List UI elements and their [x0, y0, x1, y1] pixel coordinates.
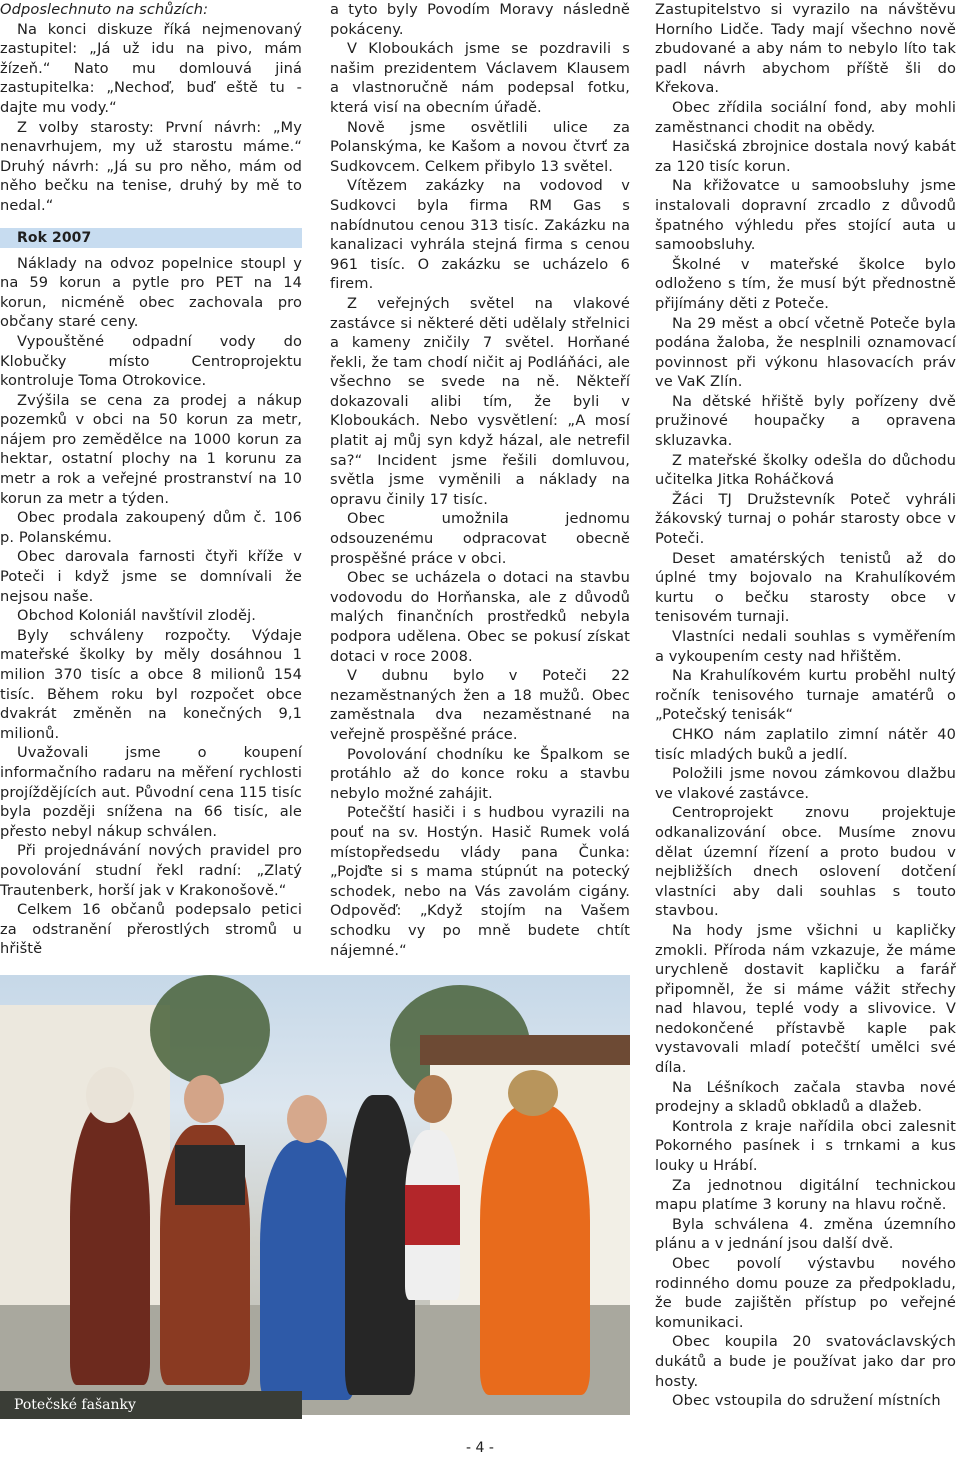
- paragraph: Obec se ucházela o dotaci na stavbu vodovodu do Horňanska, ale z důvodů malých finančních prostředků nebyla podpora udělena. Obec se pokusí získat dotaci v roce 2008.: [330, 569, 630, 665]
- paragraph: Na Léšníkoch začala stavba nové prodejny a skladů obkladů a dlažeb.: [655, 1078, 956, 1116]
- person-blue-uniform: [260, 1140, 355, 1400]
- paragraph: Za jednotnou digitální technickou mapu platíme 3 koruny na hlavu ročně.: [655, 1176, 956, 1214]
- paragraph: V dubnu bylo v Poteči 22 nezaměstnaných žen a 18 mužů. Obec zaměstnala dva nezaměstnané na veřejně prospěšné práce.: [330, 667, 630, 743]
- paragraph: Na 29 měst a obcí včetně Poteče byla podána žaloba, že nesplnili oznamovací povinnost při výkonu hlasovacích práv ve VaK Zlín.: [655, 314, 956, 391]
- lead-title: Odposlechnuto na schůzích:: [0, 1, 209, 18]
- paragraph: Žáci TJ Družstevník Poteč vyhráli žákovský turnaj o pohár starosty obce v Poteči.: [655, 490, 956, 548]
- paragraph: Vlastníci nedali souhlas s vyměřením a vykoupením cesty nad hřištěm.: [655, 628, 956, 665]
- skull-mask: [86, 1067, 134, 1123]
- paragraph: Obec zřídila sociální fond, aby mohli zaměstnanci chodit na obědy.: [655, 98, 956, 136]
- paragraph: Při projednávání nových pravidel pro povolování studní řekl radní: „Zlatý Trautenberk, horší jak v Krakonošově.“: [0, 842, 302, 899]
- column-middle: [330, 0, 630, 960]
- straw-hat: [508, 1070, 558, 1116]
- red-skirt: [405, 1185, 460, 1245]
- paragraph: Obec povolí výstavbu nového rodinného domu pouze za předpokladu, že bude zajištěn přístup po veřejné komunikaci.: [655, 1255, 956, 1331]
- paragraph: Na dětské hřiště byly pořízeny dvě pružinové houpačky a opravena skluzavka.: [655, 392, 956, 450]
- face: [287, 1095, 327, 1143]
- photo-caption: Potečské fašanky: [0, 1391, 302, 1419]
- paragraph: a tyto byly Povodím Moravy následně pokáceny.: [330, 1, 630, 38]
- tree: [150, 975, 270, 1085]
- paragraph: Obec umožnila jednomu odsouzenému odpracovat obecně prospěšné práce v obci.: [330, 510, 630, 567]
- paragraph: Na Krahulíkovém kurtu proběhl nultý ročník tenisového turnaje amatérů o „Potečský tenisák“: [655, 667, 956, 724]
- paragraph: Položili jsme novou zámkovou dlažbu ve vlakové zastávce.: [655, 765, 956, 802]
- paragraph: Byly schváleny rozpočty. Výdaje mateřské školky by měly dosáhnou 1 milion 370 tisíc a obce 8 milionů 154 tisíc. Během roku byl rozpočet obce dvakrát změněn na konečných 9,1 milionů.: [0, 626, 302, 742]
- paragraph: Celkem 16 občanů podepsalo petici za odstranění přerostlých stromů u hřiště: [0, 901, 302, 958]
- paragraph: Deset amatérských tenistů až do úplné tmy bojovalo na Krahulíkovém kurtu o bečku starosty obce v tenisovém turnaji.: [655, 549, 956, 626]
- paragraph: V Kloboukách jsme se pozdravili s našim prezidentem Václavem Klausem a vlastnoručně nám podepsal fotku, která visí na obecním úřadě.: [330, 40, 630, 116]
- accordion: [175, 1145, 245, 1205]
- face: [414, 1075, 452, 1123]
- paragraph: Uvažovali jsme o koupení informačního radaru na měření rychlosti projíždějících aut. Původní cena 115 tisíc byla později snížena na 66 tisíc, ale přesto nebyl nákup schválen.: [0, 744, 302, 840]
- person-orange-vest: [480, 1105, 590, 1395]
- paragraph: Školné v mateřské školce bylo odloženo s tím, že musí být přednostně přijímány děti z Poteče.: [655, 255, 956, 312]
- paragraph: Z mateřské školky odešla do důchodu učitelka Jitka Roháčková: [655, 451, 956, 489]
- paragraph: Centroprojekt znovu projektuje odkanalizování obce. Musíme znovu dělat územní řízení a proto budou v nejbližších dnech oslovení dotčení vlastníci aby dali souhlas s touto stavbou.: [655, 804, 956, 920]
- paragraph: Vítězem zakázky na vodovod v Sudkovci byla firma RM Gas s nabídnutou cenou 313 tisíc. Zakázku na kanalizaci vyhrála stejná firma s cenou 961 tisíc. O zakázku se ucházelo 6 firem.: [330, 177, 630, 293]
- paragraph: Z veřejných světel na vlakové zastávce si některé děti udělaly střelnici a kameny zničily 7 světel. Horňané řekli, že tam chodí ničit aj Podláňáci, ale všechno se svede na ně. Někteří dokazovali alibi tím, že byli v Kloboukách. Nebo vysvětlení: „A mosí platit aj můj syn když házal, ale netrefil sa?“ Incident jsme řešili domluvou, světla jsme vyměnili a náklady na opravu činily 17 tisíc.: [330, 294, 630, 508]
- paragraph: Náklady na odvoz popelnice stoupl y na 59 korun a pytle pro PET na 14 korun, nicméně obec zachovala pro občany staré ceny.: [0, 254, 302, 331]
- paragraph: Z volby starosty: První návrh: „My nenavrhujem, my už starostu máme.“ Druhý návrh: „Já su pro něho, mám od něho bečku na tenise, druhý by mě to nedal.“: [0, 118, 302, 214]
- paragraph: Byla schválena 4. změna územního plánu a v jednání jsou další dvě.: [655, 1215, 956, 1253]
- paragraph: Povolování chodníku ke Špalkom se protáhlo až do konce roku a stavbu nebylo možné zahájit.: [330, 745, 630, 802]
- paragraph: Vypouštěné odpadní vody do Klobučky místo Centroprojektu kontroluje Toma Otrokovice.: [0, 332, 302, 390]
- paragraph: Obec vstoupila do sdružení místních: [672, 1392, 941, 1410]
- paragraph: Hasičská zbrojnice dostala nový kabát za 120 tisíc korun.: [655, 138, 956, 175]
- paragraph: Na křižovatce u samoobsluhy jsme instalovali dopravní zrcadlo z důvodů špatného výhledu přes stojící auta u samoobsluhy.: [655, 177, 956, 254]
- carnival-photo: [0, 975, 630, 1415]
- paragraph: Zastupitelstvo si vyrazilo na návštěvu Horního Lidče. Tady mají všechno nově zbudované a aby nám to nebylo líto tak padl návrh abychom příště šli do Křekova.: [655, 1, 956, 97]
- paragraph: Na hody jsme všichni u kapličky zmokli. Příroda nám vzkazuje, že máme urychleně dostavit kapličku a farář připomněl, že si máme vážit střechy nad hlavou, teplé vody a slivovice. V nedokončené přístavbě kaple pak vystavovali mladí potečští umělci své díla.: [655, 921, 956, 1077]
- paragraph: Nově jsme osvětlili ulice za Polanskýma, ke Kašom a novou čtvrť za Sudkovcem. Celkem přibylo 13 světel.: [330, 118, 630, 175]
- paragraph: Zvýšila se cena za prodej a nákup pozemků v obci na 50 korun za metr, nájem pro zemědělce na 1000 korun za hektar, ostatní plochy na 1 korunu za metr a rok a veřejné prostranství na 10 korun za metr a týden.: [0, 391, 302, 507]
- column-left: [0, 0, 302, 959]
- person-skeleton-mask: [70, 1105, 150, 1385]
- page-number: - 4 -: [466, 1440, 494, 1456]
- section-heading: Rok 2007: [0, 228, 302, 248]
- paragraph: CHKO nám zaplatilo zimní nátěr 40 tisíc mladých buků a jedlí.: [655, 725, 956, 763]
- paragraph: Obec koupila 20 svatováclavských dukátů a bude je používat jako dar pro hosty.: [655, 1333, 956, 1390]
- paragraph: Na konci diskuze říká nejmenovaný zastupitel: „Já už idu na pivo, mám žízeň.“ Nato mu domlouvá jiná zastupitelka: „Nechoď, buď eště tu - dajte mu vody.“: [0, 20, 302, 116]
- paragraph: Obec darovala farnosti čtyři kříže v Poteči i když jsme se domnívali že nejsou naše.: [0, 548, 302, 605]
- paragraph: Potečští hasiči i s hudbou vyrazili na pouť na sv. Hostýn. Hasič Rumek volá místopředsedu vlády pana Čunka: „Pojďte si s mama stúpnút na potecký schodek, nebo na Vás zavolám cigány. Odpověď: „Když stojím na Vašem schodku vy po mně budete chtít nájemné.“: [330, 804, 630, 959]
- paragraph: Kontrola z kraje nařídila obci zalesnit Pokorného pasínek i s trnkami a kus louky u Hrábí.: [655, 1117, 956, 1175]
- paragraph: Obchod Koloniál navštívil zloděj.: [17, 607, 257, 625]
- paragraph: Obec prodala zakoupený dům č. 106 p. Polanskému.: [0, 509, 302, 546]
- face: [184, 1075, 224, 1123]
- column-right: [655, 0, 956, 1411]
- roof: [420, 1035, 630, 1065]
